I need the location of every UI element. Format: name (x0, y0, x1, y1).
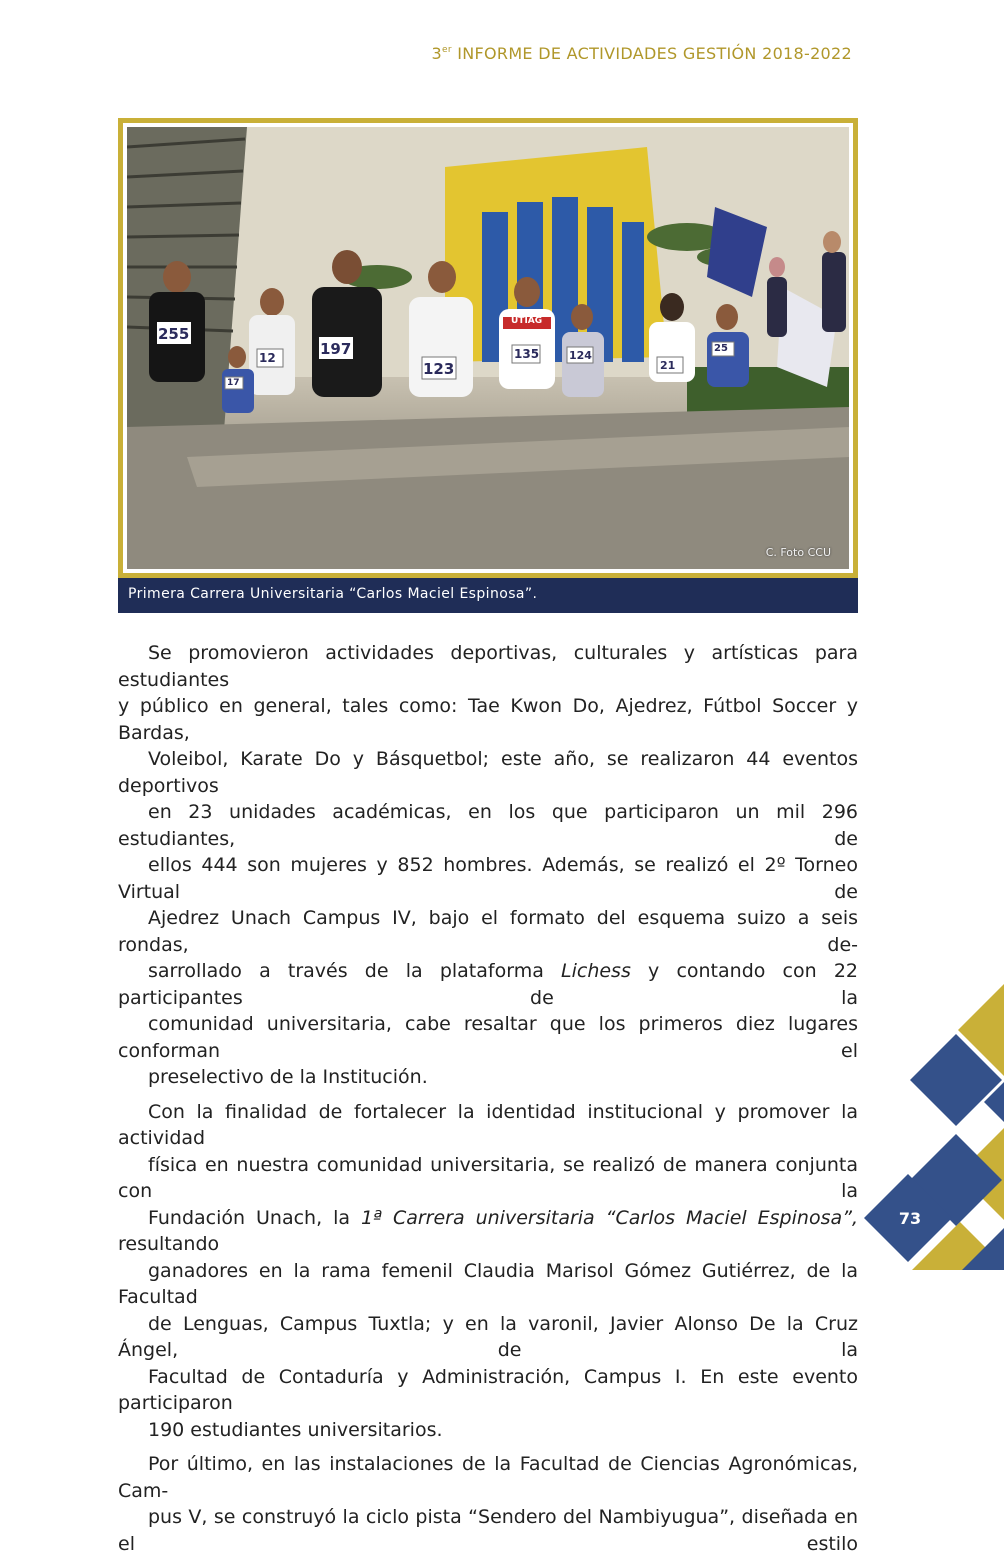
bib-number: 12 (259, 351, 276, 365)
text-line: ganadores en la rama femenil Claudia Marisol Gómez Gutiérrez, de la Facultad (118, 1259, 858, 1308)
bib-number: 21 (660, 359, 676, 372)
bib-number: 135 (514, 347, 540, 361)
bib-number: 124 (569, 349, 592, 362)
header-title: INFORME DE ACTIVIDADES GESTIÓN 2018-2022 (457, 44, 852, 63)
text-line: preselectivo de la Institución. (148, 1066, 428, 1088)
jersey-text: UTIAG (511, 316, 543, 326)
bib-number: 255 (158, 325, 190, 343)
text-line: física en nuestra comunidad universitaria, se realizó de manera conjunta con la (118, 1153, 858, 1202)
text-line: ellos 444 son mujeres y 852 hombres. Además, se realizó el 2º Torneo Virtual de (118, 854, 858, 903)
page-number: 73 (898, 1209, 922, 1228)
bib-number: 17 (227, 378, 240, 388)
bib-number: 123 (423, 360, 455, 378)
paragraph (118, 640, 858, 1091)
text-line: 190 estudiantes universitarios. (148, 1418, 443, 1441)
text-line: en 23 unidades académicas, en los que participaron un mil 296 estudiantes, de (118, 801, 858, 850)
body-text (118, 640, 858, 1565)
text-line: Voleibol, Karate Do y Básquetbol; este año, se realizaron 44 eventos deportivos (118, 748, 858, 797)
text-line: pus V, se construyó la ciclo pista “Sendero del Nambiyugua”, diseñada en el estilo (118, 1506, 858, 1555)
header-ordinal-suffix: er (441, 44, 452, 55)
paragraph (118, 1099, 858, 1444)
photo-caption: Primera Carrera Universitaria “Carlos Maciel Espinosa”. (118, 578, 858, 613)
text-line: Se promovieron actividades deportivas, culturales y artísticas para estudiantes (118, 642, 858, 691)
text-line: Por último, en las instalaciones de la Facultad de Ciencias Agronómicas, Cam- (118, 1453, 858, 1502)
text-line: Ajedrez Unach Campus IV, bajo el formato del esquema suizo a seis rondas, de- (118, 907, 858, 956)
text-line: sarrollado a través de la plataforma Lichess y contando con 22 participantes de la (118, 960, 859, 1009)
bib-number: 25 (714, 343, 728, 354)
text-line: de Lenguas, Campus Tuxtla; y en la varonil, Javier Alonso De la Cruz Ángel, de la (118, 1312, 858, 1361)
running-header (432, 44, 853, 63)
text-line: Facultad de Contaduría y Administración, Campus I. En este evento participaron (118, 1365, 858, 1414)
text-line: y público en general, tales como: Tae Kwon Do, Ajedrez, Fútbol Soccer y Bardas, (118, 695, 858, 744)
text-line: Fundación Unach, la 1ª Carrera universitaria “Carlos Maciel Espinosa”, resultando (118, 1206, 858, 1255)
text-line: comunidad universitaria, cabe resaltar que los primeros diez lugares conforman el (118, 1013, 858, 1062)
bib-number: 197 (320, 340, 352, 358)
paragraph (118, 1451, 858, 1557)
photo-frame (118, 118, 858, 578)
photo-credit: C. Foto CCU (765, 546, 831, 559)
text-line: Con la finalidad de fortalecer la identidad institucional y promover la actividad (118, 1100, 858, 1149)
header-ordinal: 3 (431, 44, 442, 63)
race-photo (127, 127, 849, 569)
